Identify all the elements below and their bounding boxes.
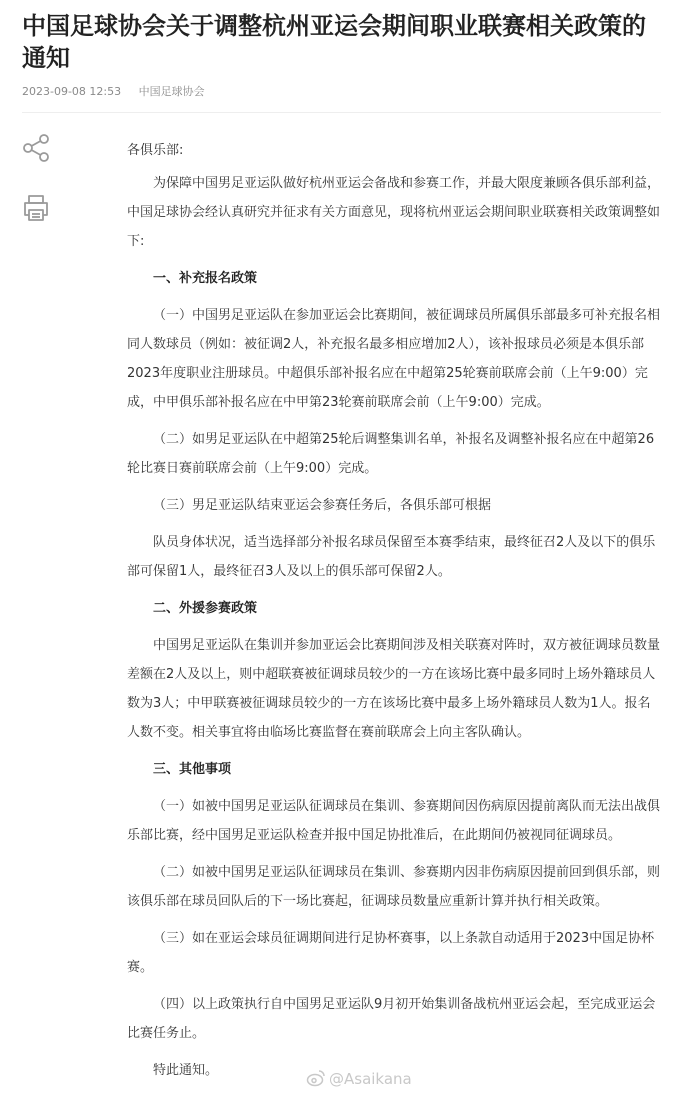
publish-date: 2023-09-08 12:53: [22, 85, 122, 98]
article-body: [127, 136, 662, 1085]
printer-icon[interactable]: [20, 192, 52, 224]
article-meta: [22, 85, 205, 99]
paragraph: （三）如在亚运会球员征调期间进行足协杯赛事，以上条款自动适用于2023中国足协杯赛。: [127, 931, 655, 975]
paragraph: （二）如男足亚运队在中超第25轮后调整集训名单，补报名及调整补报名应在中超第26轮比赛日赛前联席会前（上午9:00）完成。: [127, 432, 655, 476]
share-icon[interactable]: [20, 132, 52, 164]
paragraph: 队员身体状况，适当选择部分补报名球员保留至本赛季结束，最终征召2人及以下的俱乐部可保留1人，最终征召3人及以上的俱乐部可保留2人。: [127, 535, 656, 579]
paragraph: （三）男足亚运队结束亚运会参赛任务后，各俱乐部可根据: [153, 498, 492, 513]
weibo-watermark: [306, 1069, 412, 1092]
paragraph: （一）如被中国男足亚运队征调球员在集训、参赛期间因伤病原因提前离队而无法出战俱乐部比赛，经中国男足亚运队检查并报中国足协批准后，在此期间仍被视同征调球员。: [127, 799, 661, 843]
greeting: 各俱乐部:: [127, 143, 184, 158]
watermark-text: @Asaikana: [329, 1070, 412, 1088]
intro-paragraph: 为保障中国男足亚运队做好杭州亚运会备战和参赛工作，并最大限度兼顾各俱乐部利益，中国足球协会经认真研究并征求有关方面意见，现将杭州亚运会期间职业联赛相关政策调整如下:: [127, 176, 661, 249]
weibo-logo-icon: [306, 1069, 326, 1092]
paragraph: （四）以上政策执行自中国男足亚运队9月初开始集训备战杭州亚运会起，至完成亚运会比赛任务止。: [127, 997, 656, 1041]
header-divider: [22, 112, 661, 113]
source-name: 中国足球协会: [138, 85, 205, 98]
section-heading-other-matters: 三、其他事项: [153, 762, 232, 777]
closing-line: 特此通知。: [153, 1063, 219, 1078]
paragraph: （一）中国男足亚运队在参加亚运会比赛期间，被征调球员所属俱乐部最多可补充报名相同人数球员（例如：被征调2人，补充报名最多相应增加2人），该补报球员必须是本俱乐部2023年度职业注册球员。中超俱乐部补报名应在中超第25轮赛前联席会前（上午9:00）完成，中甲俱乐部补报名应在中甲第23轮赛前联席会前（上午9:00）完成。: [127, 308, 661, 410]
paragraph: 中国男足亚运队在集训并参加亚运会比赛期间涉及相关联赛对阵时，双方被征调球员数量差额在2人及以上，则中超联赛被征调球员较少的一方在该场比赛中最多同时上场外籍球员人数为3人；中甲联赛被征调球员较少的一方在该场比赛中最多上场外籍球员人数为1人。报名人数不变。相关事宜将由临场比赛监督在赛前联席会上向主客队确认。: [127, 638, 661, 740]
article-title: 中国足球协会关于调整杭州亚运会期间职业联赛相关政策的通知: [22, 12, 646, 72]
section-heading-registration: 一、补充报名政策: [153, 271, 258, 286]
paragraph: （二）如被中国男足亚运队征调球员在集训、参赛期内因非伤病原因提前回到俱乐部，则该俱乐部在球员回队后的下一场比赛起，征调球员数量应重新计算并执行相关政策。: [127, 865, 661, 909]
section-heading-foreign-players: 二、外援参赛政策: [153, 601, 258, 616]
